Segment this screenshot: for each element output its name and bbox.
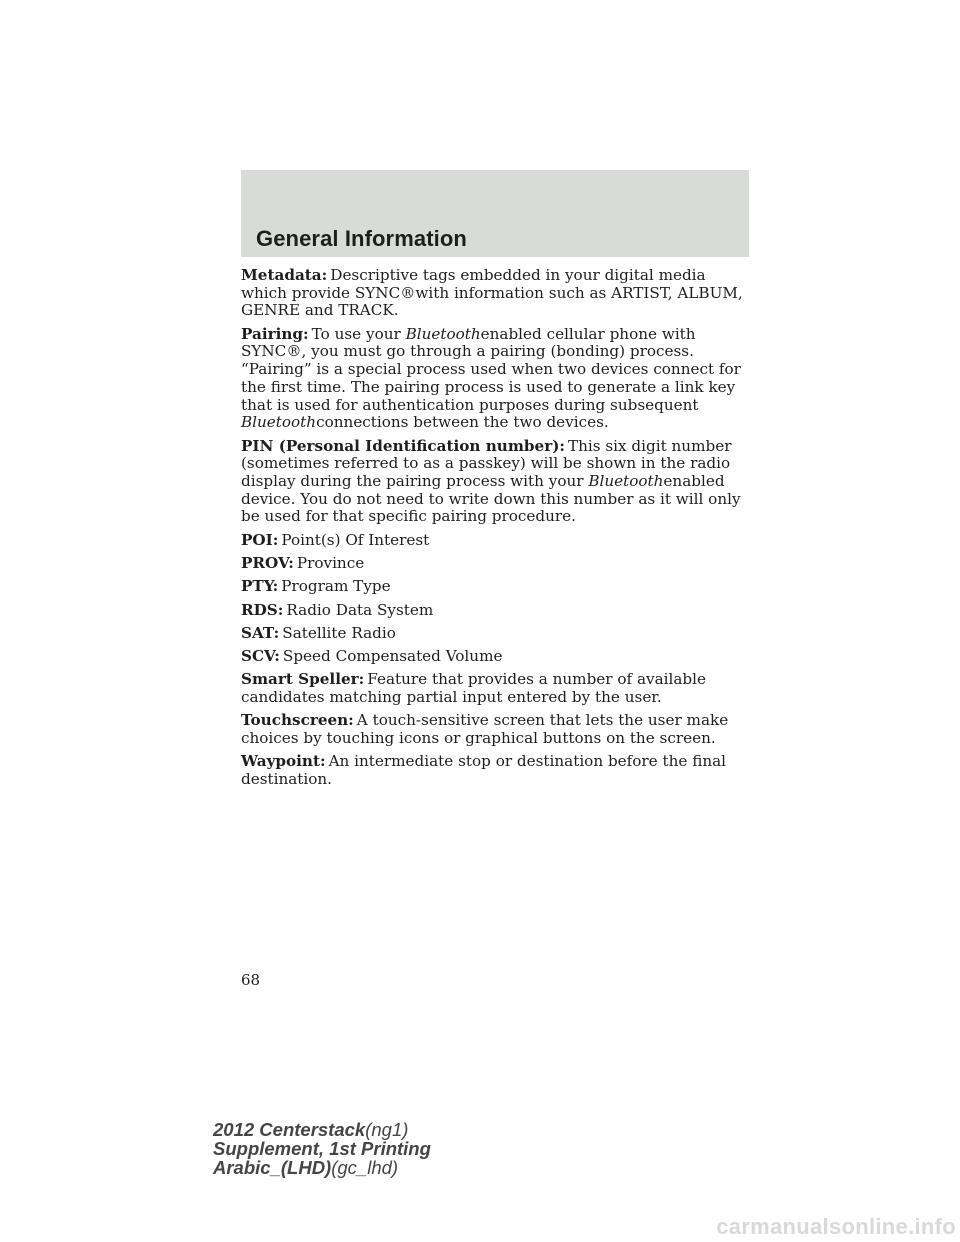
glossary-entry-prov <box>241 555 749 573</box>
term-rds: RDS: <box>241 600 284 619</box>
footer-line-3 <box>213 1158 431 1177</box>
definition-pin-part2: enabled device. You do not need to write down this number as it will only be used for that specific pairing procedure. <box>241 471 741 526</box>
glossary-entry-poi <box>241 532 749 550</box>
footer-market: Arabic_(LHD) <box>213 1157 332 1178</box>
term-smart-speller: Smart Speller: <box>241 670 365 689</box>
footer-line-1 <box>213 1120 431 1139</box>
term-poi: POI: <box>241 530 279 549</box>
glossary-entry-rds <box>241 602 749 620</box>
definition-pty: Program Type <box>281 577 391 596</box>
term-pty: PTY: <box>241 577 279 596</box>
definition-smart-speller: Feature that provides a number of available candidates matching partial input entered by the user. <box>241 670 706 707</box>
definition-scv: Speed Compensated Volume <box>282 647 503 666</box>
definition-pairing-part2: enabled cellular phone with SYNC®, you must go through a pairing (bonding) process. “Pairing” is a special process used when two devices connect for the first time. The pairing process is used to generate a link key that is used for authentication purposes during subsequent <box>241 324 741 414</box>
footer-printing: Supplement, 1st Printing <box>213 1138 431 1159</box>
definition-pairing-part3: connections between the two devices. <box>316 413 609 432</box>
page-number: 68 <box>241 971 261 989</box>
term-pin: PIN (Personal Identification number): <box>241 436 565 455</box>
print-footer <box>213 1120 431 1177</box>
definition-pin-bluetooth: Bluetooth <box>588 471 664 490</box>
glossary-entry-metadata <box>241 267 749 320</box>
glossary-entry-sat <box>241 625 749 643</box>
term-sat: SAT: <box>241 623 280 642</box>
glossary-entry-pty <box>241 578 749 596</box>
glossary-entry-pairing <box>241 326 749 432</box>
section-title: General Information <box>256 226 467 251</box>
definition-pairing-part1: To use your <box>311 324 406 343</box>
definition-sat: Satellite Radio <box>282 623 396 642</box>
term-waypoint: Waypoint: <box>241 752 326 771</box>
term-prov: PROV: <box>241 553 294 572</box>
definition-pin-part1: This six digit number (sometimes referred to as a passkey) will be shown in the radio display during the pairing process with your <box>241 436 732 490</box>
term-pairing: Pairing: <box>241 324 309 343</box>
definition-pairing-bluetooth-2: Bluetooth <box>241 413 317 432</box>
term-touchscreen: Touchscreen: <box>241 711 354 730</box>
term-scv: SCV: <box>241 647 280 666</box>
definition-metadata: Descriptive tags embedded in your digital media which provide SYNC®with information such as ARTIST, ALBUM, GENRE and TRACK. <box>241 266 743 320</box>
footer-line-2 <box>213 1139 431 1158</box>
glossary-list <box>241 267 749 794</box>
definition-pairing-bluetooth-1: Bluetooth <box>405 324 481 343</box>
definition-prov: Province <box>296 553 365 572</box>
footer-market-code: (gc_lhd) <box>331 1157 399 1178</box>
definition-waypoint: An intermediate stop or destination before the final destination. <box>241 752 727 789</box>
definition-poi: Point(s) Of Interest <box>281 530 430 549</box>
glossary-entry-smart-speller <box>241 671 749 706</box>
section-header <box>241 170 749 257</box>
glossary-entry-pin <box>241 438 749 527</box>
glossary-entry-waypoint <box>241 753 749 788</box>
watermark-text: carmanualsonline.info <box>716 1214 956 1239</box>
footer-code: (ng1) <box>365 1119 409 1140</box>
glossary-entry-touchscreen <box>241 712 749 747</box>
definition-touchscreen: A touch-sensitive screen that lets the user make choices by touching icons or graphical buttons on the screen. <box>241 711 729 748</box>
footer-publication: 2012 Centerstack <box>213 1119 366 1140</box>
term-metadata: Metadata: <box>241 266 328 284</box>
definition-rds: Radio Data System <box>286 600 434 619</box>
glossary-entry-scv <box>241 648 749 666</box>
